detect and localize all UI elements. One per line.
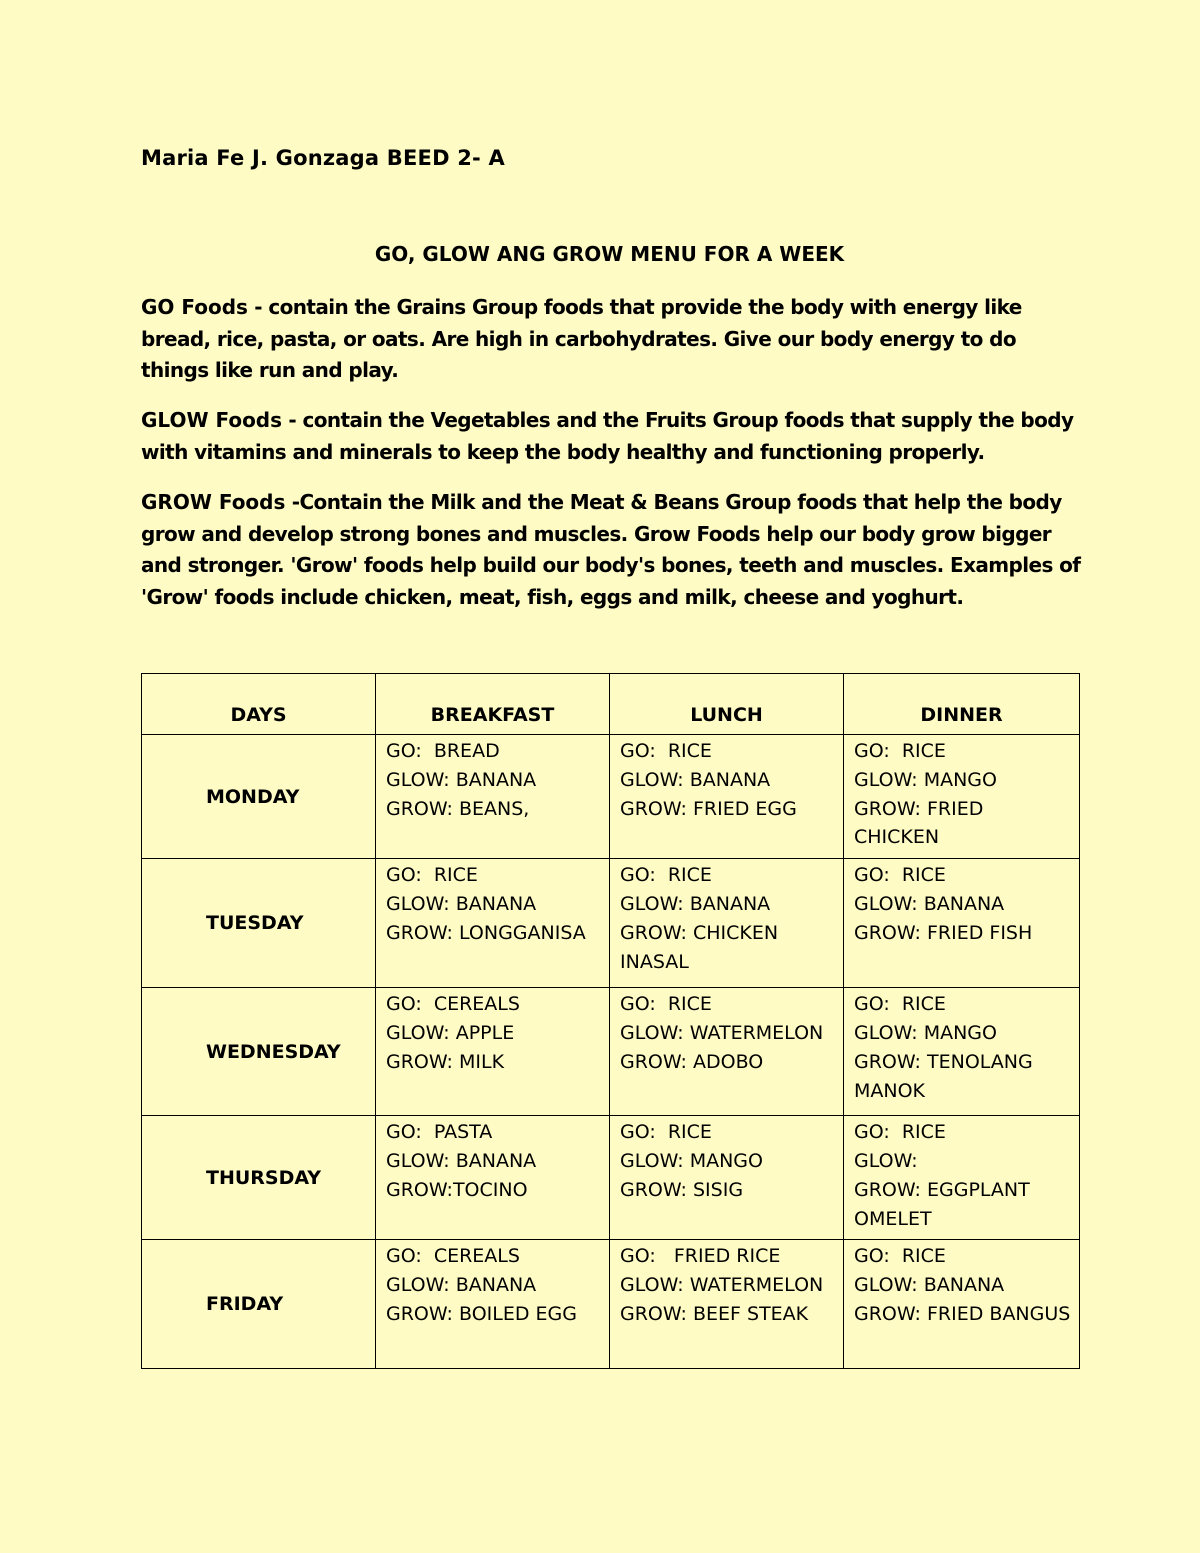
go-item: GO: RICE xyxy=(620,1121,712,1144)
breakfast-cell xyxy=(376,1240,610,1369)
header-lunch: LUNCH xyxy=(610,674,844,735)
glow-item: GLOW: xyxy=(854,1149,918,1172)
glow-item: GLOW: WATERMELON xyxy=(620,1021,824,1044)
breakfast-cell xyxy=(376,1116,610,1240)
breakfast-cell xyxy=(376,735,610,859)
day-cell: WEDNESDAY xyxy=(142,988,376,1116)
grow-item: GROW:TOCINO xyxy=(386,1178,528,1201)
go-item: GO: RICE xyxy=(854,1245,946,1268)
lunch-cell xyxy=(610,988,844,1116)
glow-item: GLOW: MANGO xyxy=(854,768,997,791)
glow-item: GLOW: BANANA xyxy=(386,892,537,915)
day-cell: TUESDAY xyxy=(142,859,376,988)
glow-item: GLOW: MANGO xyxy=(620,1149,763,1172)
weekly-menu-table xyxy=(141,673,1080,1369)
glow-item: GLOW: BANANA xyxy=(854,1274,1005,1297)
day-cell: FRIDAY xyxy=(142,1240,376,1369)
glow-foods-term: GLOW Foods xyxy=(141,408,283,432)
glow-item: GLOW: BANANA xyxy=(386,768,537,791)
header-breakfast: BREAKFAST xyxy=(376,674,610,735)
glow-item: GLOW: BANANA xyxy=(386,1274,537,1297)
lunch-cell xyxy=(610,859,844,988)
glow-item: GLOW: BANANA xyxy=(620,768,771,791)
header-dinner: DINNER xyxy=(844,674,1080,735)
grow-foods-term: GROW Foods xyxy=(141,490,286,514)
grow-item: GROW: LONGGANISA xyxy=(386,921,586,944)
dinner-cell xyxy=(844,735,1080,859)
go-item: GO: RICE xyxy=(854,740,946,762)
go-item: GO: RICE xyxy=(620,740,712,762)
table-row xyxy=(142,859,1080,988)
grow-item: GROW: CHICKEN INASAL xyxy=(620,921,785,973)
go-item: GO: CEREALS xyxy=(386,993,520,1016)
glow-item: GLOW: BANANA xyxy=(854,892,1005,915)
grow-item: GROW: BOILED EGG xyxy=(386,1302,577,1325)
grow-item: GROW: EGGPLANT OMELET xyxy=(854,1178,1036,1230)
grow-item: GROW: FRIED BANGUS xyxy=(854,1302,1071,1325)
grow-item: GROW: MILK xyxy=(386,1050,505,1073)
go-item: GO: BREAD xyxy=(386,740,500,762)
table-row xyxy=(142,735,1080,859)
glow-item: GLOW: APPLE xyxy=(386,1021,515,1044)
glow-item: GLOW: MANGO xyxy=(854,1021,997,1044)
grow-item: GROW: FRIED CHICKEN xyxy=(854,797,990,849)
header-days: DAYS xyxy=(142,674,376,735)
glow-item: GLOW: BANANA xyxy=(386,1149,537,1172)
table-row xyxy=(142,1116,1080,1240)
author-line: Maria Fe J. Gonzaga BEED 2- A xyxy=(141,146,505,170)
breakfast-cell xyxy=(376,859,610,988)
table-header-row xyxy=(142,674,1080,735)
dinner-cell xyxy=(844,1240,1080,1369)
grow-foods-paragraph xyxy=(141,487,1081,613)
grow-item: GROW: FRIED FISH xyxy=(854,921,1033,944)
glow-foods-text: - contain the Vegetables and the Fruits Group foods that supply the body with vitamins and minerals to keep the body healthy and functioning properly. xyxy=(141,408,1074,464)
dinner-cell xyxy=(844,1116,1080,1240)
grow-item: GROW: FRIED EGG xyxy=(620,797,797,820)
glow-item: GLOW: WATERMELON xyxy=(620,1274,824,1297)
table-row xyxy=(142,988,1080,1116)
lunch-cell xyxy=(610,735,844,859)
go-item: GO: PASTA xyxy=(386,1121,493,1144)
glow-item: GLOW: BANANA xyxy=(620,892,771,915)
go-item: GO: RICE xyxy=(386,864,478,887)
go-item: GO: FRIED RICE xyxy=(620,1245,781,1268)
dinner-cell xyxy=(844,859,1080,988)
lunch-cell xyxy=(610,1240,844,1369)
go-item: GO: CEREALS xyxy=(386,1245,520,1268)
table-row xyxy=(142,1240,1080,1369)
day-cell: MONDAY xyxy=(142,735,376,859)
go-foods-term: GO Foods xyxy=(141,295,248,319)
go-item: GO: RICE xyxy=(620,864,712,887)
go-item: GO: RICE xyxy=(620,993,712,1016)
go-item: GO: RICE xyxy=(854,993,946,1016)
go-foods-paragraph xyxy=(141,292,1081,387)
grow-foods-text: -Contain the Milk and the Meat & Beans Group foods that help the body grow and develop strong bones and muscles. Grow Foods help our body grow bigger and stronger. 'Grow' foods help build our body's bones, teeth and muscles. Examples of 'Grow' foods include chicken, meat, fish, eggs and milk, cheese and yoghurt. xyxy=(141,490,1081,609)
go-item: GO: RICE xyxy=(854,1121,946,1144)
dinner-cell xyxy=(844,988,1080,1116)
glow-foods-paragraph xyxy=(141,405,1081,468)
grow-item: GROW: BEANS, xyxy=(386,797,530,820)
grow-item: GROW: SISIG xyxy=(620,1178,744,1201)
grow-item: GROW: TENOLANG MANOK xyxy=(854,1050,1039,1102)
go-item: GO: RICE xyxy=(854,864,946,887)
go-foods-text: - contain the Grains Group foods that provide the body with energy like bread, rice, pasta, or oats. Are high in carbohydrates. Give our body energy to do things like run and play. xyxy=(141,295,1022,382)
breakfast-cell xyxy=(376,988,610,1116)
grow-item: GROW: BEEF STEAK xyxy=(620,1302,809,1325)
document-title: GO, GLOW ANG GROW MENU FOR A WEEK xyxy=(374,242,845,266)
lunch-cell xyxy=(610,1116,844,1240)
grow-item: GROW: ADOBO xyxy=(620,1050,764,1073)
day-cell: THURSDAY xyxy=(142,1116,376,1240)
